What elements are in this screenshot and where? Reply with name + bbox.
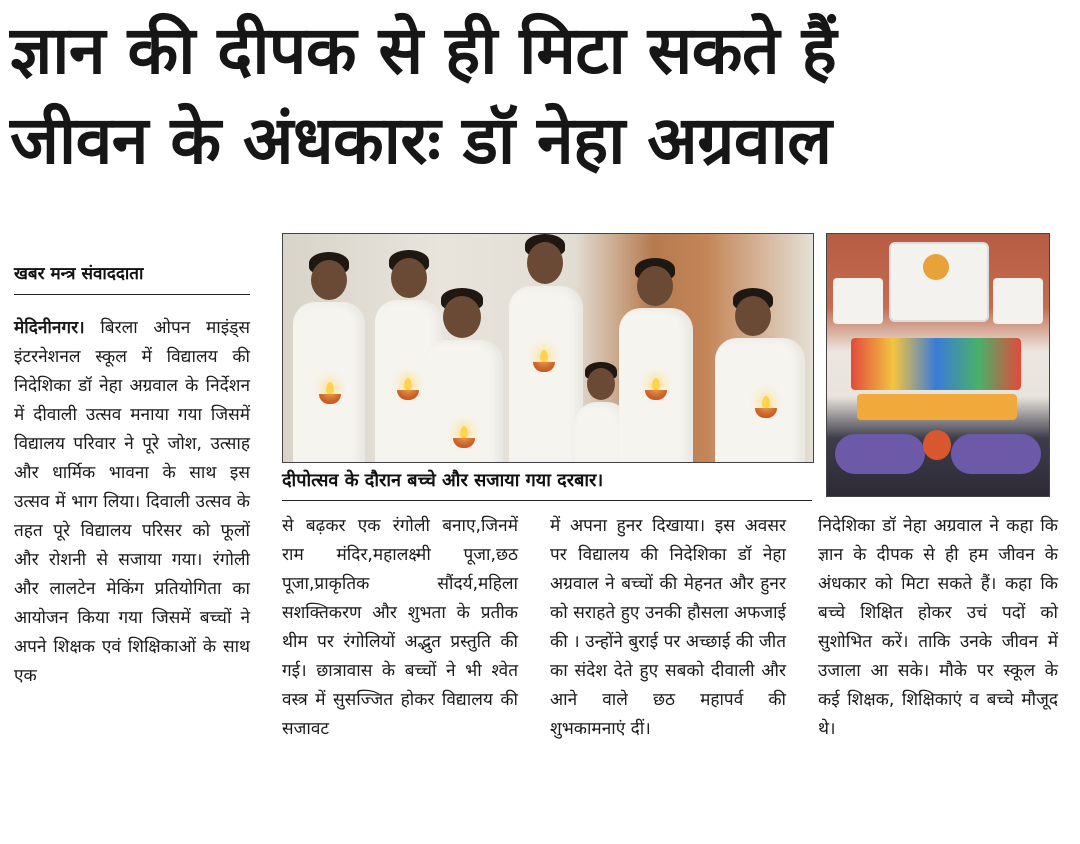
byline: खबर मन्त्र संवाददाता — [14, 262, 250, 295]
headline — [10, 6, 1070, 186]
photo-caption: दीपोत्सव के दौरान बच्चे और सजाया गया दरबार। — [282, 466, 812, 501]
headline-line-1: ज्ञान की दीपक से ही मिटा सकते हैं — [10, 12, 837, 89]
headline-line-2: जीवन के अंधकारः डॉ नेहा अग्रवाल — [10, 102, 832, 179]
article-column-1 — [14, 314, 250, 691]
article-column-2: से बढ़कर एक रंगोली बनाए,जिनमें राम मंदिर,महालक्ष्मी पूजा,छठ पूजा,प्राकृतिक सौंदर्य,महिला सशक्तिकरण और शुभता के प्रतीक थीम पर रंगोलियों अद्भुत प्रस्तुति की गई। छात्रावास के बच्चों ने भी श्वेत वस्त्र में सुसज्जित होकर विद्यालय की सजावट — [282, 516, 518, 739]
article-column-1-text: बिरला ओपन माइंड्स इंटरनेशनल स्कूल में विद्यालय की निदेशिका डॉ नेहा अग्रवाल के निर्देशन में दीवाली उत्सव मनाया गया जिसमें विद्यालय परिवार ने पूरे जोश, उत्साह और धार्मिक भावना के साथ इस उत्सव में भाग लिया। दिवाली उत्सव के तहत पूरे विद्यालय परिसर को फूलों और रोशनी से सजाया गया। रंगोली और लालटेन मेकिंग प्रतियोगिता का आयोजन किया गया जिसमें बच्चों ने अपने शिक्षक एवं शिक्षिकाओं के साथ एक — [14, 318, 250, 686]
photo-children-with-diyas — [282, 233, 814, 463]
dateline: मेदिनीनगर। — [14, 318, 85, 338]
photo-decorated-darbar — [826, 233, 1050, 497]
article-column-4: निदेशिका डॉ नेहा अग्रवाल ने कहा कि ज्ञान के दीपक से ही हम जीवन के अंधकार को मिटा सकते हैं। कहा कि बच्चे शिक्षित होकर उचं पदों को सुशोभित करें। ताकि उनके जीवन में उजाला आ सके। मौके पर स्कूल के कई शिक्षक, शिक्षिकाएं व बच्चे मौजूद थे। — [818, 516, 1058, 739]
article-column-3: में अपना हुनर दिखाया। इस अवसर पर विद्यालय की निदेशिका डॉ नेहा अग्रवाल ने बच्चों की मेहनत और हुनर को सराहते हुए उनकी हौसला अफजाई की । उन्होंने बुराई पर अच्छाई की जीत का संदेश देते हुए सबको दीवाली और आने वाले छठ महापर्व की शुभकामनाएं दीं। — [550, 516, 786, 739]
